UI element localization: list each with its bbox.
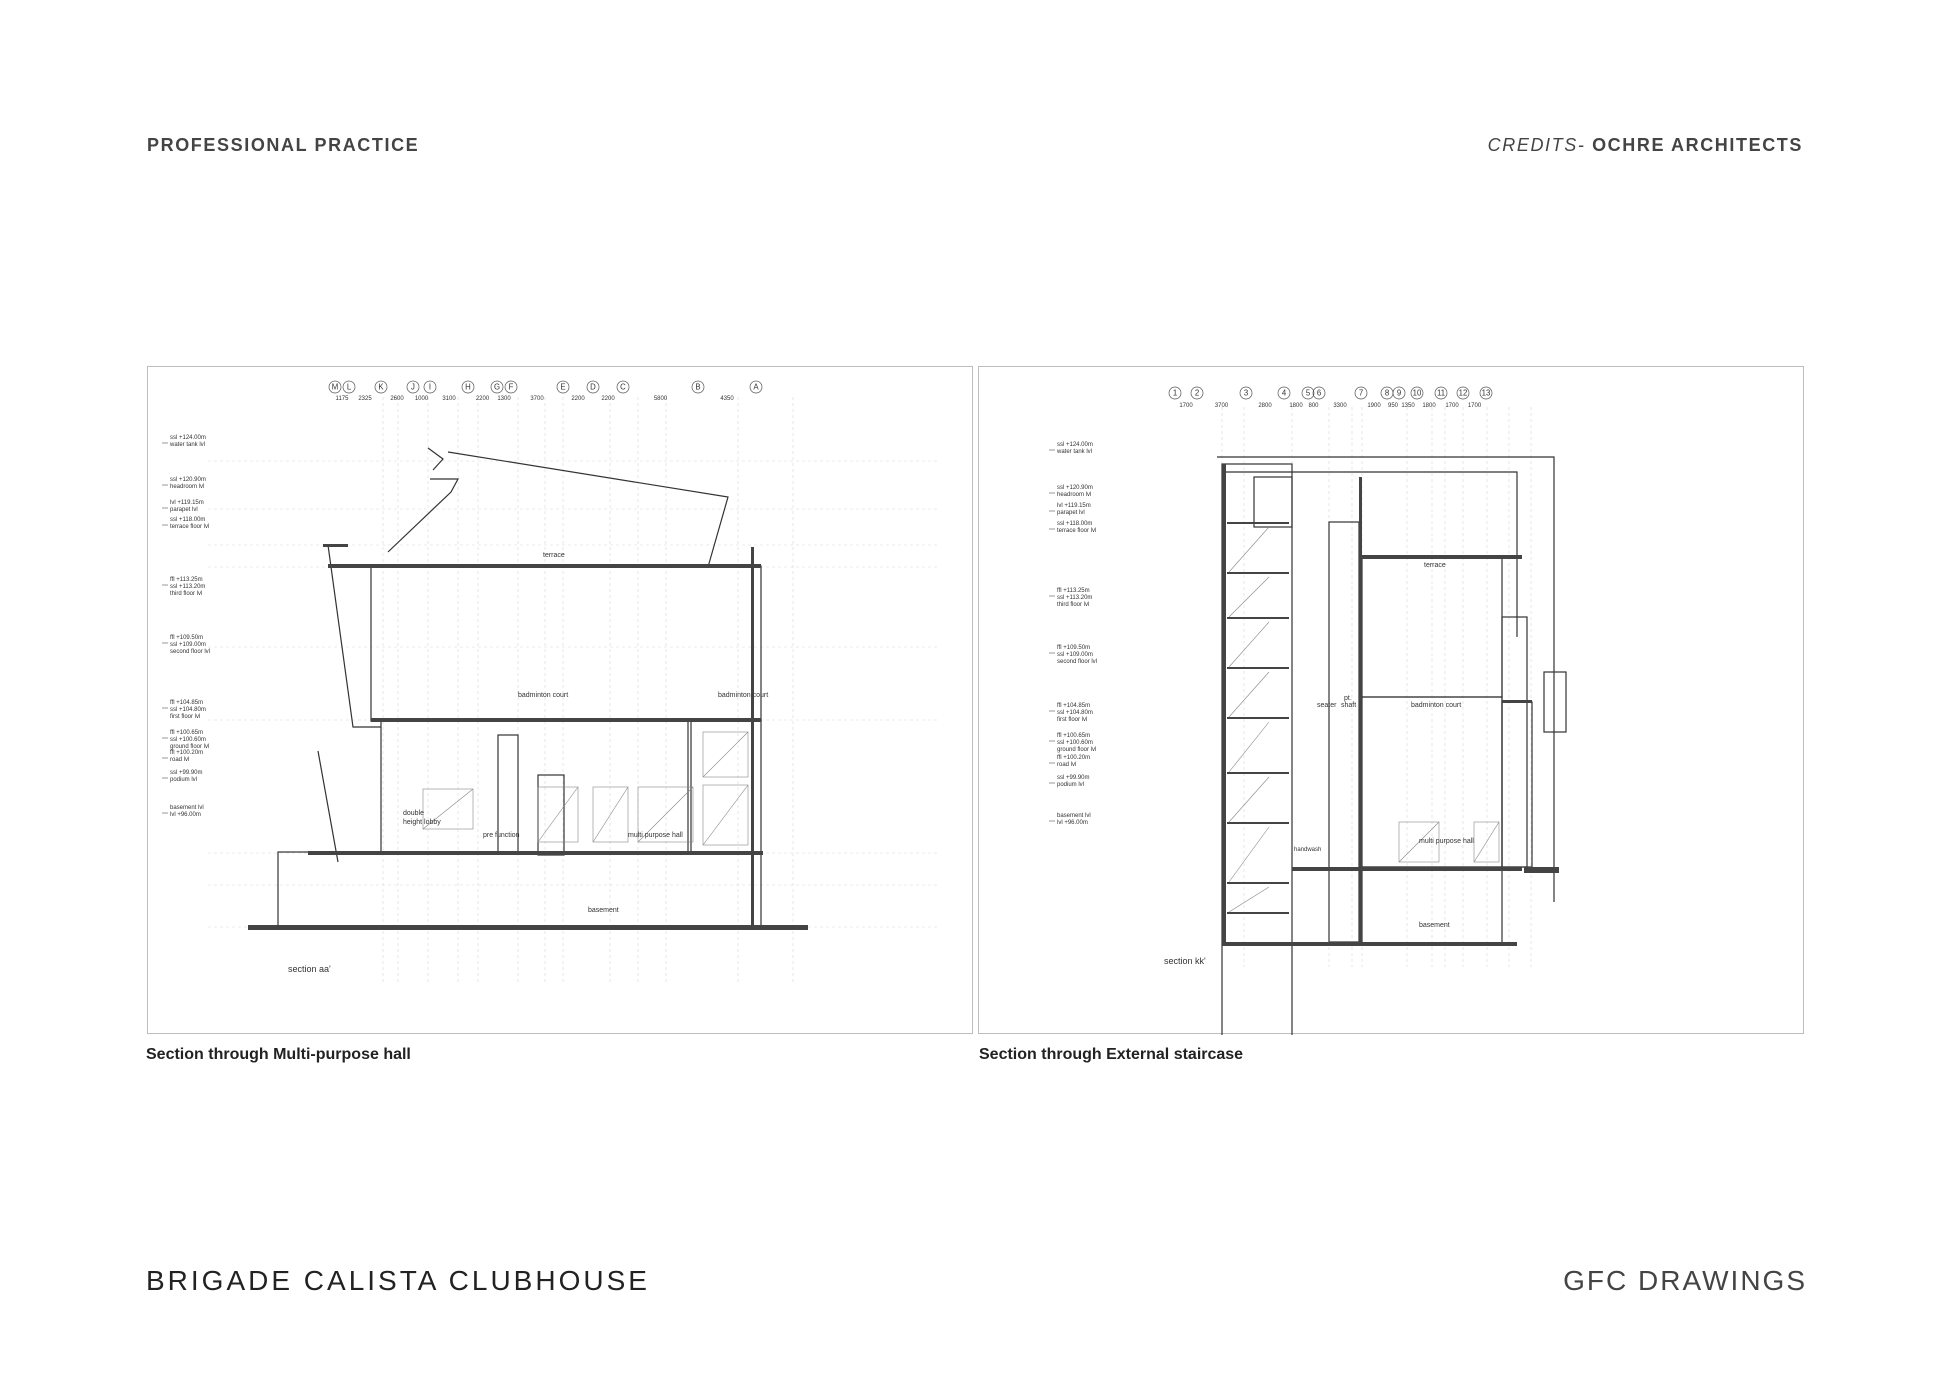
footer-project-name: BRIGADE CALISTA CLUBHOUSE <box>146 1265 650 1296</box>
building-outline <box>278 448 761 928</box>
level-label: podium lvl <box>170 777 198 783</box>
level-label: ssl +113.20m <box>1057 595 1093 601</box>
level-label: second floor lvl <box>1057 659 1098 665</box>
level-label: parapet lvl <box>1057 510 1085 516</box>
level-label: ssl +118.00m <box>170 517 206 523</box>
grid-dimension: 2600 <box>390 396 404 402</box>
grid-number-label: 8 <box>1384 388 1390 398</box>
footer-doc-type: GFC DRAWINGS <box>1563 1265 1807 1296</box>
level-label: ssl +120.90m <box>170 477 206 483</box>
grid-dimension: 3700 <box>1214 403 1229 409</box>
grid-dimension-labels <box>1179 403 1482 409</box>
level-label: third floor lvl <box>1057 602 1090 608</box>
grid-letter-label: I <box>428 382 432 392</box>
level-labels <box>162 435 210 818</box>
room-lobby-line2: height lobby <box>403 819 441 826</box>
level-label: lvl +119.15m <box>1057 503 1091 509</box>
grid-dimension: 1800 <box>1289 403 1303 409</box>
grid-letter-label: B <box>695 382 701 392</box>
room-prefunction: pre function <box>483 832 520 839</box>
floor-slabs <box>1222 464 1559 946</box>
level-label: lvl +96.00m <box>170 812 201 818</box>
section-kk-title: section kk' <box>1164 956 1206 966</box>
grid-letter-label: F <box>508 382 514 392</box>
level-label: ssl +104.80m <box>170 707 206 713</box>
level-label: ssl +100.60m <box>1057 740 1093 746</box>
grid-number-label: 13 <box>1481 388 1491 398</box>
level-label: lvl +119.15m <box>170 500 204 506</box>
grid-number-labels <box>1169 387 1492 399</box>
level-label: parapet lvl <box>170 507 198 513</box>
window-hatching <box>423 732 748 845</box>
level-label: ssl +109.00m <box>170 642 206 648</box>
grid-lines <box>208 397 938 982</box>
level-label: ssl +124.00m <box>1057 442 1093 448</box>
level-label: water tank lvl <box>1057 449 1093 455</box>
grid-dimension: 1000 <box>414 396 429 402</box>
room-basement: basement <box>588 907 619 914</box>
level-label: headroom lvl <box>170 484 205 490</box>
stair-hatching <box>1229 527 1499 912</box>
grid-number-label: 2 <box>1194 388 1200 398</box>
grid-dimension: 950 <box>1387 403 1399 409</box>
level-label: terrace floor lvl <box>1057 528 1097 534</box>
level-label: ffl +113.25m <box>170 577 203 583</box>
level-label: ffl +104.85m <box>1057 703 1091 709</box>
grid-number-label: 4 <box>1281 388 1287 398</box>
grid-number-label: 1 <box>1172 388 1178 398</box>
section-aa-title: section aa' <box>288 964 331 974</box>
room-badminton-court: badminton court <box>1411 702 1462 709</box>
section-kk-drawing <box>978 366 1804 1034</box>
grid-dimension: 1700 <box>1179 403 1193 409</box>
header-credits <box>1488 135 1803 156</box>
level-label: ssl +100.60m <box>170 737 206 743</box>
level-label: first floor lvl <box>170 714 201 720</box>
level-label: ssl +124.00m <box>170 435 206 441</box>
grid-number-label: 7 <box>1358 388 1364 398</box>
grid-dimension: 1300 <box>497 396 511 402</box>
grid-letter-label: K <box>378 382 384 392</box>
section-aa-drawing <box>147 366 973 1034</box>
level-label: ssl +99.90m <box>1057 775 1090 781</box>
grid-number-label: 6 <box>1316 388 1322 398</box>
level-labels <box>1049 442 1097 826</box>
grid-letter-label: A <box>753 382 759 392</box>
room-shaft-line2: shaft <box>1341 702 1357 709</box>
grid-letter-label: G <box>493 382 501 392</box>
grid-letter-label: C <box>620 382 626 392</box>
level-label: ground floor lvl <box>1057 747 1097 753</box>
level-label: ffl +113.25m <box>1057 588 1090 594</box>
room-basement: basement <box>1419 922 1450 929</box>
level-label: basement lvl <box>1057 813 1091 819</box>
grid-number-label: 9 <box>1396 388 1402 398</box>
grid-letter-label: D <box>590 382 596 392</box>
level-label: road lvl <box>170 757 190 763</box>
grid-dimension: 800 <box>1308 403 1319 409</box>
grid-dimension: 3700 <box>530 396 544 402</box>
grid-letter-labels <box>329 381 762 393</box>
grid-dimension: 1800 <box>1422 403 1436 409</box>
room-terrace: terrace <box>543 552 565 559</box>
grid-dimension: 2800 <box>1258 403 1272 409</box>
level-label: ffl +100.20m <box>170 750 204 756</box>
level-label: headroom lvl <box>1057 492 1092 498</box>
credits-firm: OCHRE ARCHITECTS <box>1592 135 1803 155</box>
level-label: ssl +104.80m <box>1057 710 1093 716</box>
level-label: ssl +113.20m <box>170 584 206 590</box>
level-label: ffl +109.50m <box>170 635 204 641</box>
level-label: road lvl <box>1057 762 1077 768</box>
section-kk-svg <box>979 367 1805 1035</box>
room-shaft-line1: pt. <box>1344 695 1352 702</box>
grid-dimension: 2200 <box>601 396 615 402</box>
level-label: ssl +120.90m <box>1057 485 1093 491</box>
level-label: terrace floor lvl <box>170 524 210 530</box>
level-label: ssl +118.00m <box>1057 521 1093 527</box>
grid-dimension: 1700 <box>1445 403 1459 409</box>
grid-dimension-labels <box>336 396 735 402</box>
level-label: ssl +99.90m <box>170 770 203 776</box>
grid-dimension: 5800 <box>653 396 668 402</box>
level-label: podium lvl <box>1057 782 1085 788</box>
grid-letter-label: E <box>560 382 566 392</box>
grid-dimension: 3100 <box>442 396 456 402</box>
grid-number-label: 5 <box>1305 388 1311 398</box>
level-label: first floor lvl <box>1057 717 1088 723</box>
grid-dimension: 2200 <box>475 396 490 402</box>
level-label: ssl +109.00m <box>1057 652 1093 658</box>
grid-letter-label: M <box>331 382 339 392</box>
grid-dimension: 1175 <box>335 396 349 402</box>
grid-dimension: 1350 <box>1401 403 1415 409</box>
room-lobby-line1: double <box>403 810 425 817</box>
level-label: ffl +109.50m <box>1057 645 1091 651</box>
grid-dimension: 1700 <box>1467 403 1482 409</box>
level-label: third floor lvl <box>170 591 203 597</box>
grid-dimension: 3300 <box>1333 403 1347 409</box>
grid-number-label: 3 <box>1243 388 1249 398</box>
room-terrace: terrace <box>1424 562 1446 569</box>
caption-section-aa: Section through Multi-purpose hall <box>146 1046 411 1063</box>
grid-number-label: 10 <box>1412 388 1422 398</box>
grid-dimension: 2200 <box>571 396 585 402</box>
room-handwash: handwash <box>1294 847 1322 853</box>
floor-slabs <box>248 544 808 930</box>
grid-number-label: 12 <box>1458 388 1468 398</box>
section-aa-svg <box>148 367 974 1035</box>
level-label: water tank lvl <box>170 442 206 448</box>
level-label: ffl +100.20m <box>1057 755 1091 761</box>
grid-dimension: 4350 <box>720 396 734 402</box>
grid-dimension: 2325 <box>358 396 372 402</box>
level-label: lvl +96.00m <box>1057 820 1088 826</box>
header-practice-title: PROFESSIONAL PRACTICE <box>147 135 420 155</box>
grid-letter-label: L <box>346 382 352 392</box>
level-label: second floor lvl <box>170 649 211 655</box>
level-label: basement lvl <box>170 805 204 811</box>
building-outline <box>1217 457 1566 1035</box>
level-label: ffl +100.65m <box>1057 733 1091 739</box>
grid-number-label: 11 <box>1436 388 1446 398</box>
grid-dimension: 1900 <box>1367 403 1381 409</box>
room-badminton-1: badminton court <box>518 692 569 699</box>
credits-label: CREDITS- <box>1487 135 1586 155</box>
room-badminton-2: badminton court <box>718 692 769 699</box>
level-label: ground floor lvl <box>170 744 210 750</box>
grid-letter-label: J <box>411 382 415 392</box>
caption-section-kk: Section through External staircase <box>979 1046 1244 1063</box>
grid-letter-label: H <box>465 382 471 392</box>
room-seater: seater <box>1317 702 1337 709</box>
level-label: ffl +100.65m <box>170 730 204 736</box>
room-multi-purpose-hall: multi purpose hall <box>628 832 683 839</box>
level-label: ffl +104.85m <box>170 700 204 706</box>
room-multi-purpose-hall: multi purpose hall <box>1419 838 1474 845</box>
